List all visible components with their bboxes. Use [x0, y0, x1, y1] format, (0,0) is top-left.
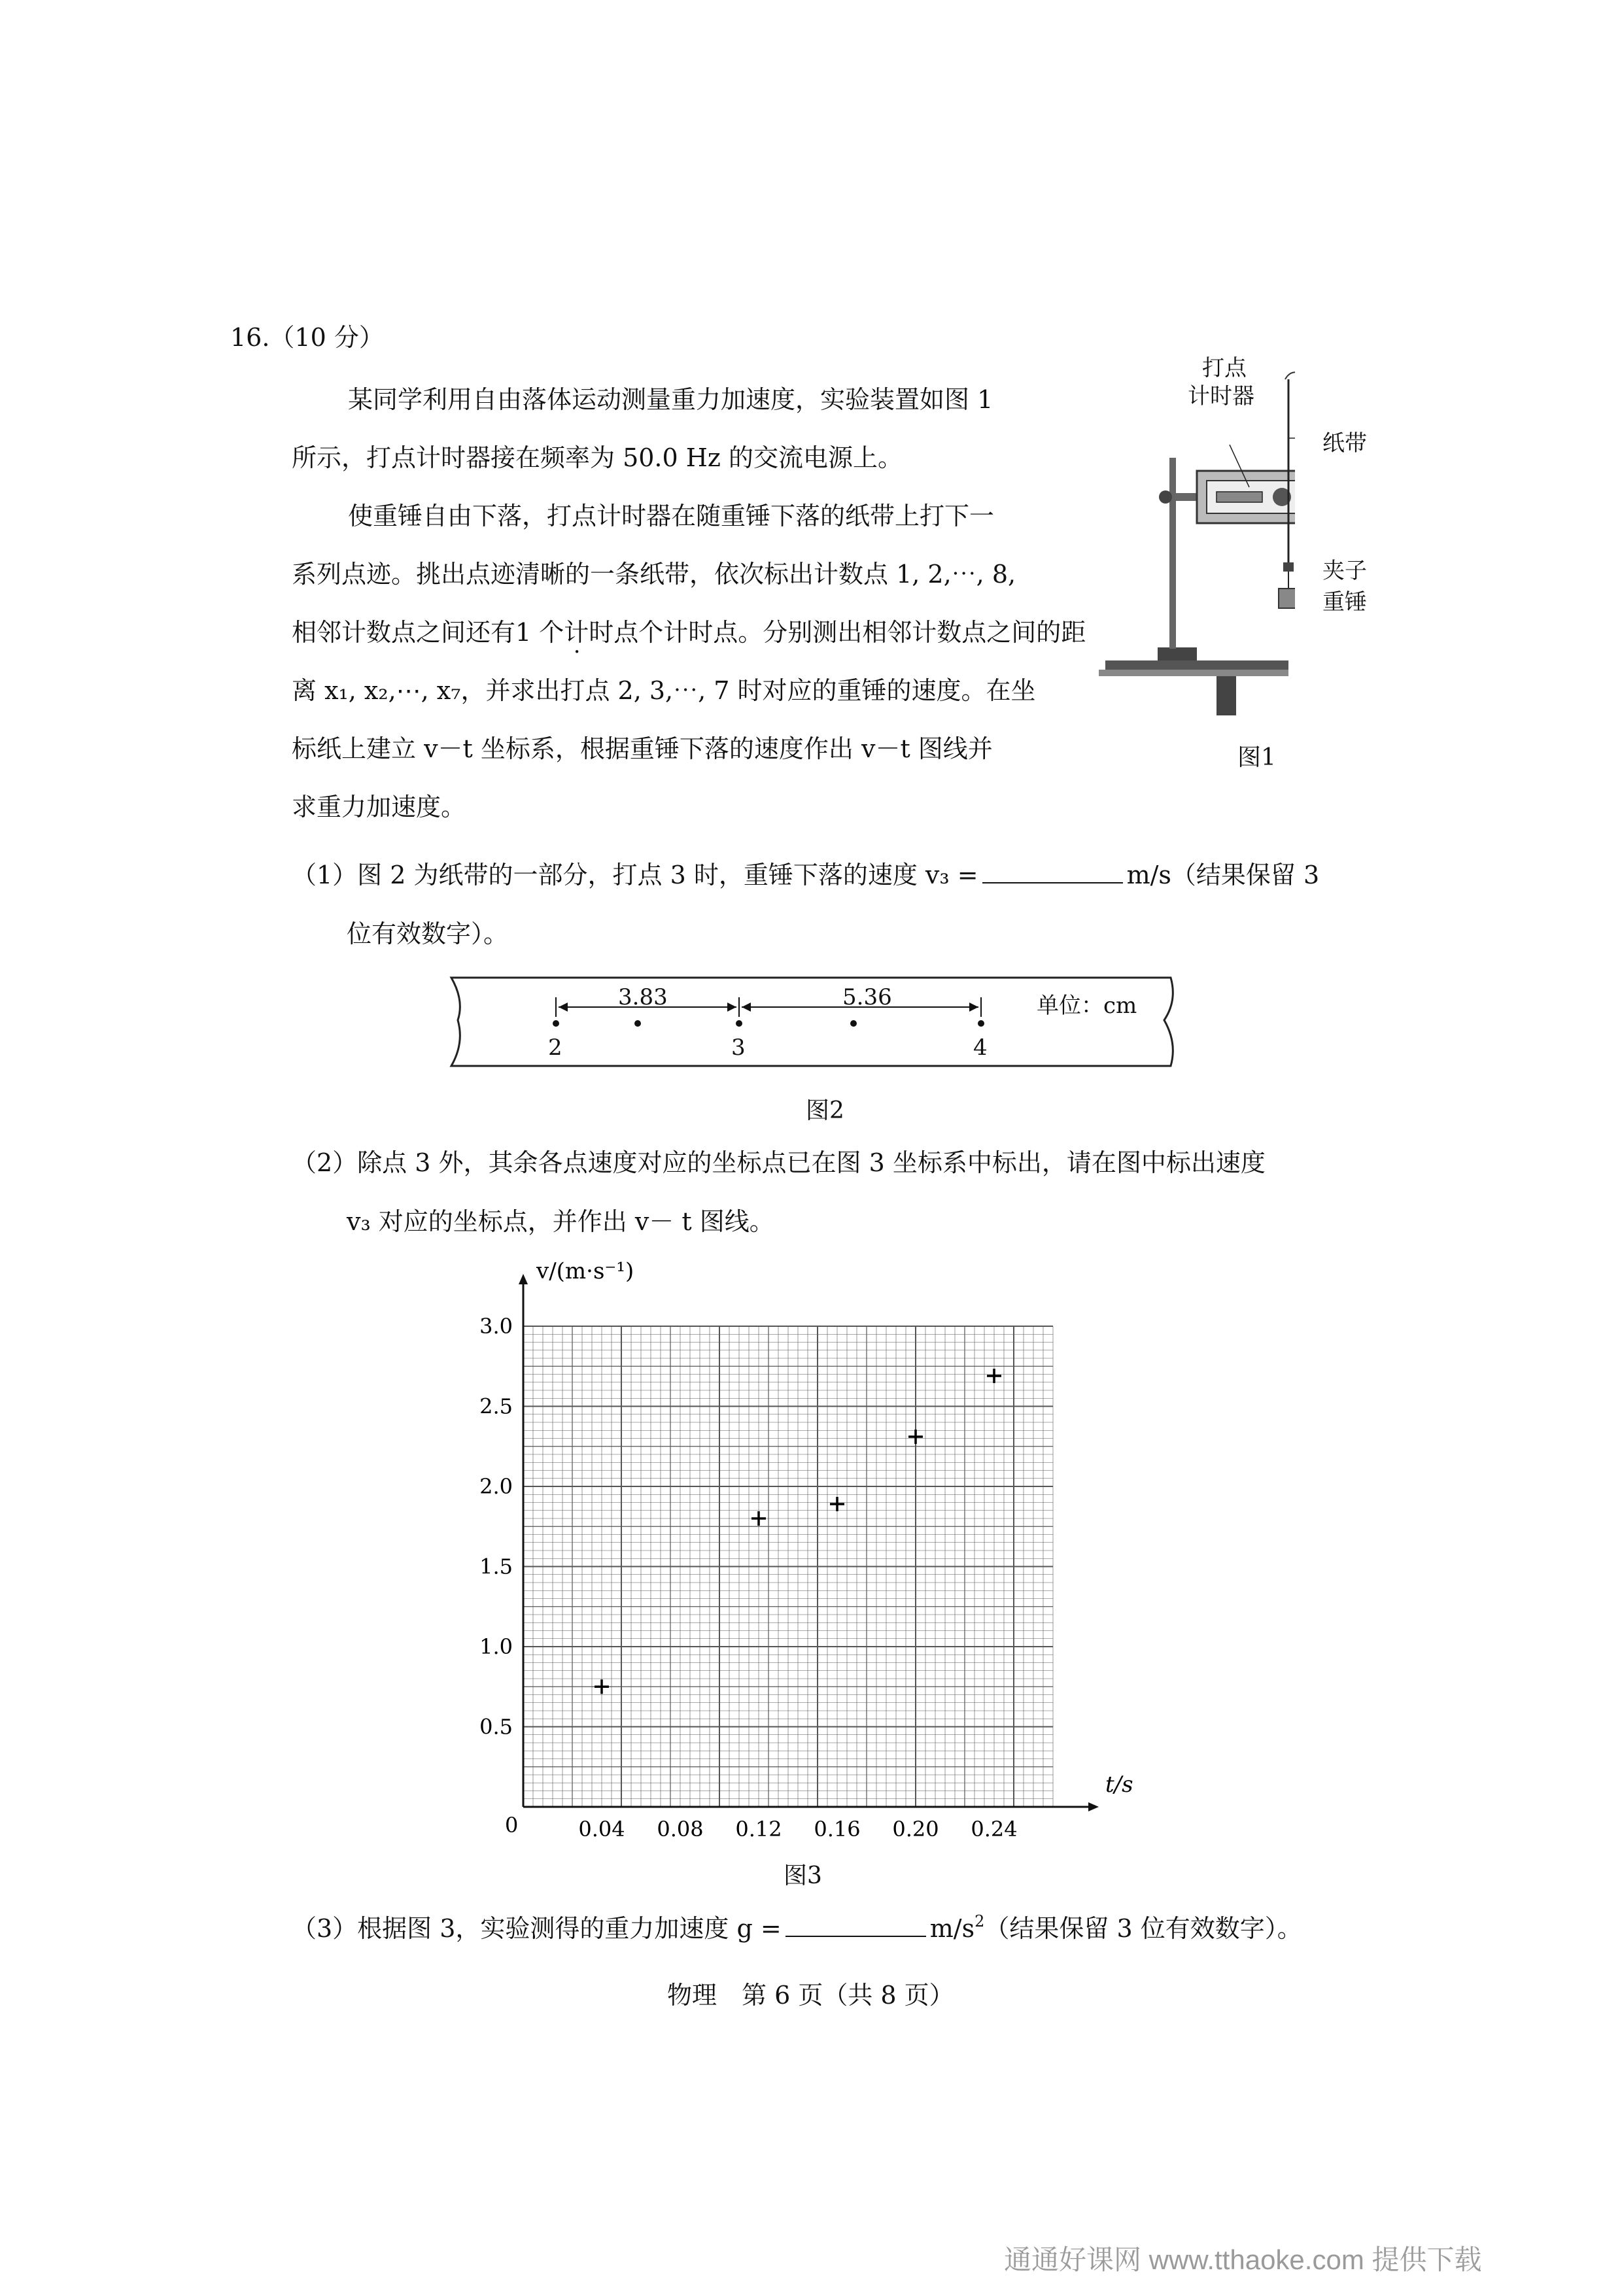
weight — [1279, 589, 1295, 608]
part1-line2: 位有效数字）。 — [347, 919, 509, 948]
stand-rod — [1169, 458, 1176, 649]
y-axis-label: v/(m·s⁻¹) — [536, 1258, 634, 1284]
y-tick-label: 3.0 — [479, 1314, 513, 1339]
part3-line: （3）根据图 3，实验测得的重力加速度 $g = m/s^2$（结果保留 3 位有效数字）。 — [292, 1912, 1302, 1943]
figure1-label-timer-1: 打点 — [1202, 355, 1247, 381]
point-label-2: 2 — [548, 1035, 562, 1061]
emphasis-text: 1 个计时点 · — [515, 618, 638, 647]
part1-line1: （1）图 2 为纸带的一部分，打点 3 时，重锤下落的速度 v₃ = m/s（结果保留 3 — [292, 858, 1319, 892]
figure1-label-clip: 夹子 — [1322, 558, 1367, 584]
answer-blank-v3[interactable] — [982, 859, 1123, 883]
y-axis-arrow — [519, 1274, 528, 1284]
data-point-marker — [830, 1497, 844, 1511]
x-tick-label: 0.08 — [657, 1817, 704, 1842]
x-axis-arrow — [1088, 1802, 1099, 1811]
intro-line-5a: 相邻计数点之间还有 — [292, 618, 516, 647]
data-point-marker — [987, 1369, 1001, 1383]
y-tick-label: 2.0 — [479, 1474, 513, 1499]
figure3-chart[interactable] — [458, 1242, 1151, 1857]
tape-point-2 — [553, 1020, 559, 1027]
intro-line-4: 系列点迹。挑出点迹清晰的一条纸带，依次标出计数点 1, 2,⋯, 8, — [292, 560, 1016, 589]
unit-label: 单位：cm — [1037, 993, 1137, 1019]
part2-line1: （2）除点 3 外，其余各点速度对应的坐标点已在图 3 坐标系中标出，请在图中标出速度 — [292, 1148, 1266, 1177]
intro-line-6: 离 x₁, x₂,⋯, x₇，并求出打点 2, 3,⋯, 7 时对应的重锤的速度。在坐 — [292, 676, 1036, 705]
x-tick-label: 0.20 — [892, 1817, 939, 1842]
y-tick-label: 1.5 — [479, 1554, 513, 1579]
hand — [1285, 372, 1295, 379]
intro-line-1: 某同学利用自由落体运动测量重力加速度，实验装置如图 1 — [348, 385, 993, 414]
x-axis-label: t/s — [1105, 1772, 1133, 1798]
figure1-apparatus — [1099, 366, 1295, 732]
intro-line-7: 标纸上建立 v－t 坐标系，根据重锤下落的速度作出 v－t 图线并 — [292, 734, 993, 763]
y-tick-label: 0.5 — [479, 1714, 513, 1739]
data-point-marker — [751, 1511, 766, 1526]
tape-point-4 — [978, 1020, 984, 1027]
intro-line-8: 求重力加速度。 — [292, 793, 466, 821]
data-point-marker — [595, 1679, 609, 1694]
question-number: 16.（10 分） — [230, 323, 384, 352]
table-leg — [1216, 676, 1236, 715]
page-footer: 物理 第 6 页（共 8 页） — [667, 1981, 954, 2010]
figure1-caption: 图1 — [1237, 744, 1276, 771]
tape-point-mid-2 — [850, 1020, 857, 1027]
intro-line-5b: 个计时点。分别测出相邻计数点之间的距 — [638, 618, 1086, 647]
figure1-label-weight: 重锤 — [1322, 589, 1367, 615]
figure2-caption: 图2 — [806, 1097, 844, 1124]
y-tick-label: 2.5 — [479, 1394, 513, 1419]
part2-line2: v₃ 对应的坐标点，并作出 v－ t 图线。 — [347, 1207, 774, 1236]
figure1-label-timer-2: 计时器 — [1188, 383, 1254, 409]
distance-right: 5.36 — [842, 984, 892, 1010]
intro-line-3: 使重锤自由下落，打点计时器在随重锤下落的纸带上打下一 — [348, 502, 995, 530]
x-tick-label: 0.04 — [578, 1817, 625, 1842]
tape-point-mid-1 — [634, 1020, 641, 1027]
intro-line-2: 所示，打点计时器接在频率为 50.0 Hz 的交流电源上。 — [292, 443, 903, 472]
watermark: 通通好课网 www.tthaoke.com 提供下载 — [1004, 2244, 1482, 2275]
figure3-caption: 图3 — [784, 1862, 822, 1889]
distance-left: 3.83 — [618, 984, 668, 1010]
point-label-3: 3 — [731, 1035, 746, 1061]
tape-point-3 — [736, 1020, 742, 1027]
answer-blank-g[interactable] — [785, 1912, 926, 1937]
figure1-label-tape: 纸带 — [1322, 430, 1367, 456]
data-point-marker — [908, 1430, 923, 1444]
point-label-4: 4 — [973, 1035, 988, 1061]
x-tick-label: 0.16 — [814, 1817, 861, 1842]
figure2-tape — [438, 968, 1190, 1079]
intro-line-5 — [292, 615, 1086, 649]
origin-label: 0 — [505, 1813, 519, 1838]
x-tick-label: 0.12 — [735, 1817, 782, 1842]
x-tick-label: 0.24 — [971, 1817, 1018, 1842]
table-top — [1105, 660, 1288, 670]
y-tick-label: 1.0 — [479, 1634, 513, 1659]
